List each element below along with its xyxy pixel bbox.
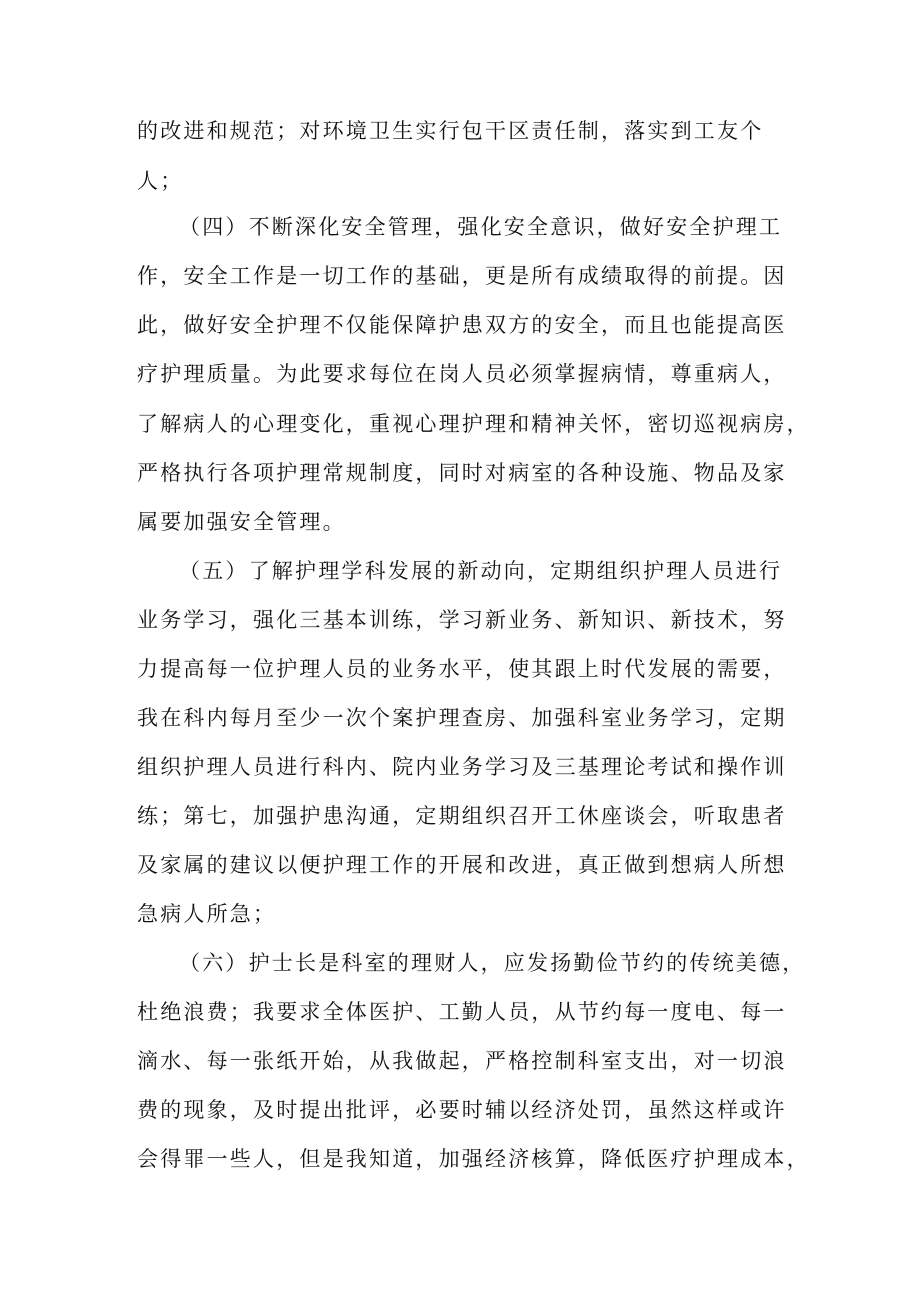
text-line: 的改进和规范；对环境卫生实行包干区责任制，落实到工友个 — [137, 119, 764, 143]
text-line: 我在科内每月至少一次个案护理查房、加强科室业务学习，定期 — [137, 706, 787, 730]
paragraph-4-first-line: （四）不断深化安全管理，强化安全意识，做好安全护理工 — [179, 215, 783, 239]
text-line: 杜绝浪费；我要求全体医护、工勤人员，从节约每一度电、每一 — [137, 1000, 787, 1024]
text-line: 作，安全工作是一切工作的基础，更是所有成绩取得的前提。因 — [137, 264, 787, 288]
text-line: 组织护理人员进行科内、院内业务学习及三基理论考试和操作训 — [137, 755, 787, 779]
text-line: 疗护理质量。为此要求每位在岗人员必须掌握病情，尊重病人， — [137, 362, 787, 386]
text-line: 练；第七，加强护患沟通，定期组织召开工休座谈会，听取患者 — [137, 804, 787, 828]
paragraph-5-first-line: （五）了解护理学科发展的新动向，定期组织护理人员进行 — [179, 559, 783, 583]
text-line: 会得罪一些人，但是我知道，加强经济核算，降低医疗护理成本， — [137, 1147, 810, 1171]
text-line: 费的现象，及时提出批评，必要时辅以经济处罚，虽然这样或许 — [137, 1098, 787, 1122]
paragraph-6-first-line: （六）护士长是科室的理财人，应发扬勤俭节约的传统美德， — [179, 951, 806, 975]
text-line: 滴水、每一张纸开始，从我做起，严格控制科室支出，对一切浪 — [137, 1049, 787, 1073]
text-line: 业务学习，强化三基本训练，学习新业务、新知识、新技术，努 — [137, 608, 787, 632]
text-line: 此，做好安全护理不仅能保障护患双方的安全，而且也能提高医 — [137, 313, 787, 337]
text-line: 了解病人的心理变化，重视心理护理和精神关怀，密切巡视病房， — [137, 412, 810, 436]
text-line: 严格执行各项护理常规制度，同时对病室的各种设施、物品及家 — [137, 461, 787, 485]
text-line: 及家属的建议以便护理工作的开展和改进，真正做到想病人所想 — [137, 853, 787, 877]
text-line: 力提高每一位护理人员的业务水平，使其跟上时代发展的需要， — [137, 657, 787, 681]
text-line: 人； — [137, 169, 184, 193]
text-line: 属要加强安全管理。 — [137, 510, 346, 534]
text-line: 急病人所急； — [137, 902, 277, 926]
